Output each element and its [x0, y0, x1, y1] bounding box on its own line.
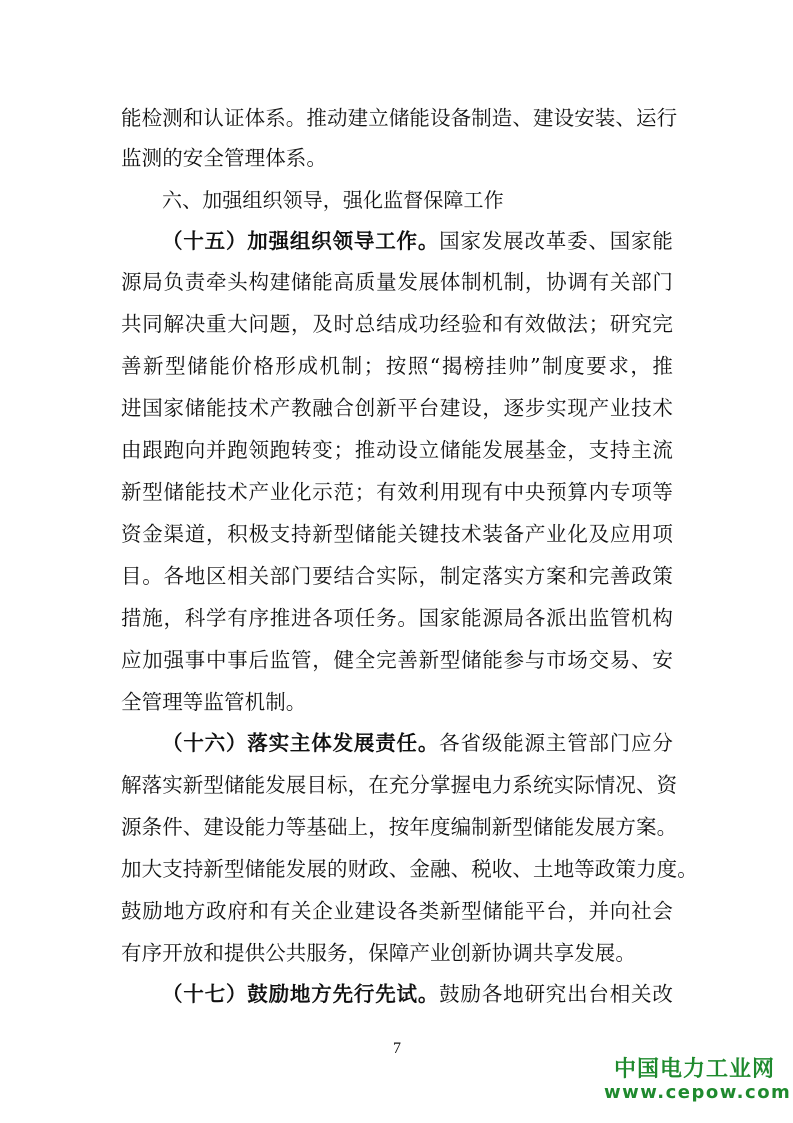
paragraph-first-line	[162, 227, 673, 255]
paragraph-first-line	[162, 729, 673, 757]
body-line: 目。各地区相关部门要结合实际，制定落实方案和完善政策	[121, 564, 673, 588]
body-line: 源局负责牵头构建储能高质量发展体制机制，协调有关部门	[121, 270, 673, 294]
item-text: 鼓励各地研究出台相关改	[439, 982, 673, 1006]
body-line: 善新型储能价格形成机制；按照“揭榜挂帅”制度要求，推	[121, 354, 673, 378]
body-line: 能检测和认证体系。推动建立储能设备制造、建设安装、运行	[121, 106, 678, 130]
body-line: 进国家储能技术产教融合创新平台建设，逐步实现产业技术	[121, 396, 673, 420]
paragraph-first-line	[162, 980, 673, 1008]
body-line: 监测的安全管理体系。	[121, 146, 327, 170]
body-line: 资金渠道，积极支持新型储能关键技术装备产业化及应用项	[121, 522, 673, 546]
item-text: 国家发展改革委、国家能	[439, 229, 673, 253]
body-line: 有序开放和提供公共服务，保障产业创新协调共享发展。	[121, 941, 636, 965]
item-title: （十七）鼓励地方先行先试。	[162, 982, 440, 1006]
body-line: 鼓励地方政府和有关企业建设各类新型储能平台，并向社会	[121, 899, 673, 923]
body-line: 共同解决重大问题，及时总结成功经验和有效做法；研究完	[121, 312, 673, 336]
body-line: 由跟跑向并跑领跑转变；推动设立储能发展基金，支持主流	[121, 438, 673, 462]
body-line: 加大支持新型储能发展的财政、金融、税收、土地等政策力度。	[121, 857, 698, 881]
body-line: 全管理等监管机制。	[121, 690, 307, 714]
item-title: （十五）加强组织领导工作。	[162, 229, 440, 253]
body-line: 新型储能技术产业化示范；有效利用现有中央预算内专项等	[121, 480, 673, 504]
section-heading: 六、加强组织领导，强化监督保障工作	[162, 188, 504, 212]
watermark-site-url: www.cepow.com	[604, 1082, 792, 1103]
body-line: 措施，科学有序推进各项任务。国家能源局各派出监管机构	[121, 606, 673, 630]
item-title: （十六）落实主体发展责任。	[162, 731, 440, 755]
watermark-site-name: 中国电力工业网	[614, 1057, 776, 1082]
body-line: 解落实新型储能发展目标，在充分掌握电力系统实际情况、资	[121, 773, 678, 797]
page-number: 7	[393, 1040, 401, 1057]
body-line: 源条件、建设能力等基础上，按年度编制新型储能发展方案。	[121, 815, 678, 839]
body-line: 应加强事中事后监管，健全完善新型储能参与市场交易、安	[121, 648, 673, 672]
item-text: 各省级能源主管部门应分	[439, 731, 673, 755]
